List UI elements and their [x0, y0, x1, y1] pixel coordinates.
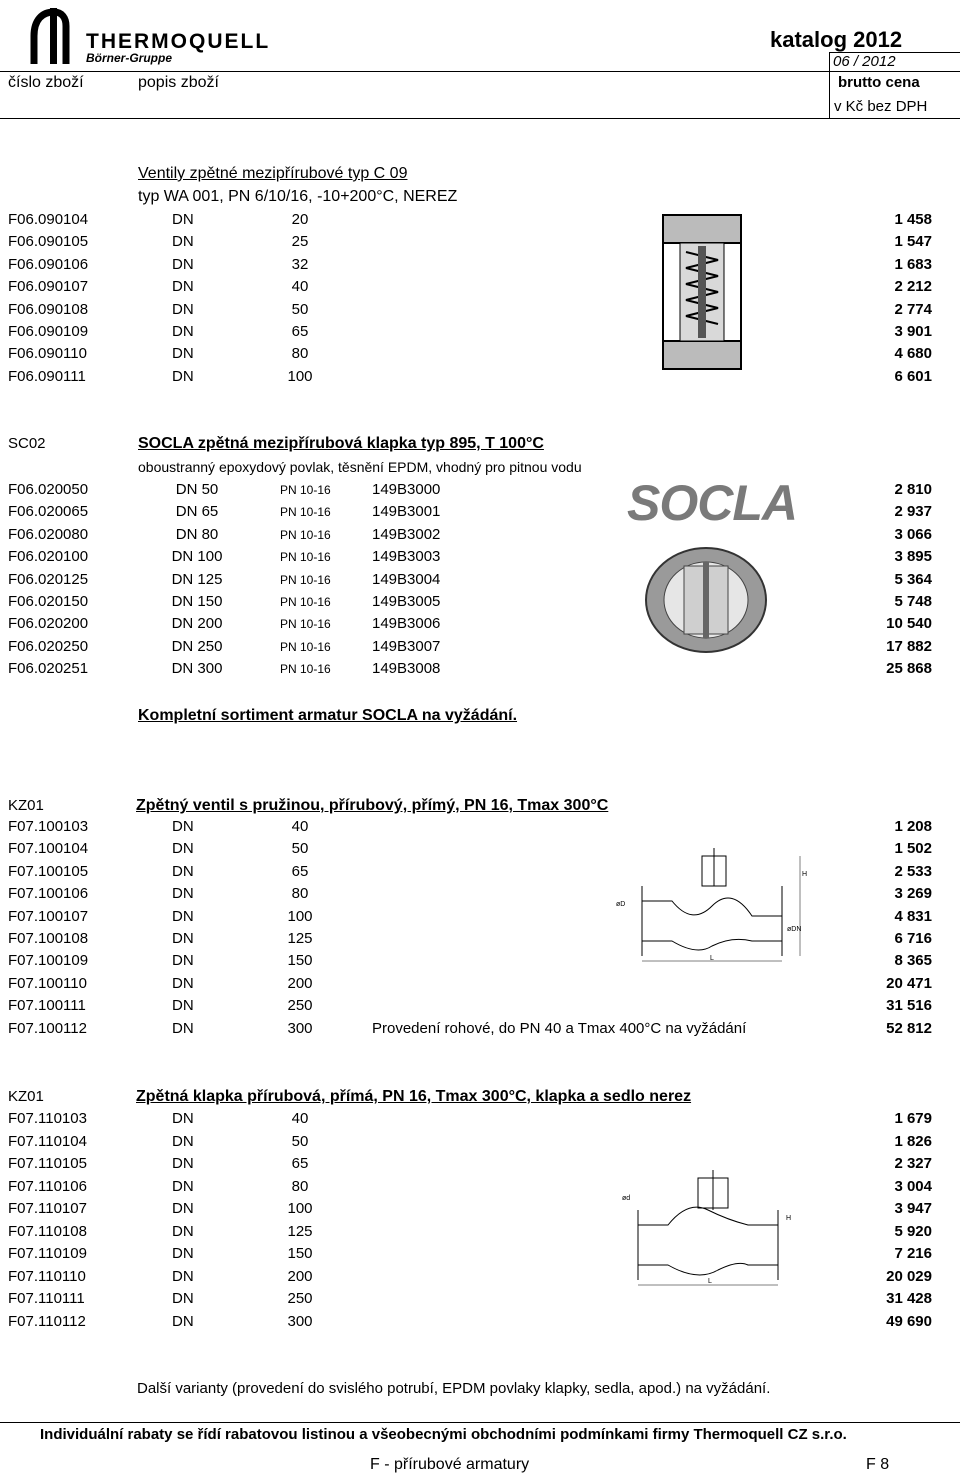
dn-size: 200	[287, 1267, 313, 1285]
spring-check-valve-drawing	[612, 846, 812, 966]
section-title: Zpětná klapka přírubová, přímá, PN 16, Tmax 300°C, klapka a sedlo nerez	[136, 1088, 692, 1105]
product-code: F06.090107	[8, 278, 89, 296]
wafer-check-valve-image	[660, 212, 744, 372]
column-header-price-1: brutto cena	[838, 74, 920, 91]
price: 20 471	[886, 974, 932, 992]
dn-size: 250	[287, 997, 313, 1015]
dn-size: 150	[287, 952, 313, 970]
section-title: Ventily zpětné mezipřírubové typ C 09	[138, 165, 408, 182]
dn-label: DN	[172, 1245, 194, 1262]
price: 1 547	[894, 233, 932, 251]
price: 25 868	[886, 660, 932, 678]
dim-phidn-label: øDN	[787, 926, 802, 933]
price: 7 216	[894, 1245, 932, 1262]
dn-label: DN	[172, 233, 194, 251]
section-code: KZ01	[8, 797, 44, 814]
section-note: Provedení rohové, do PN 40 a Tmax 400°C na vyžádání	[372, 1020, 747, 1037]
dn-size: 125	[287, 930, 313, 947]
dn-size: 150	[287, 1245, 313, 1262]
product-code: F07.110105	[8, 1155, 87, 1172]
socla-note: Kompletní sortiment armatur SOCLA na vyžádání.	[138, 707, 518, 724]
dn-label: DN	[172, 907, 194, 925]
dn-size: 40	[291, 278, 309, 296]
swing-check-valve-drawing	[618, 1170, 808, 1290]
price: 10 540	[886, 615, 932, 633]
pn-label: PN 10-16	[280, 527, 331, 542]
price: 31 516	[886, 997, 932, 1015]
price: 6 716	[894, 930, 932, 947]
reference-code: 149B3000	[372, 481, 441, 498]
dn-size: 65	[291, 862, 309, 880]
logo-subtitle: Börner-Gruppe	[86, 51, 173, 65]
dn-label: DN	[172, 1110, 194, 1127]
price: 20 029	[886, 1267, 932, 1285]
product-code: F06.020080	[8, 525, 89, 543]
dn-size: 25	[291, 233, 309, 251]
reference-code: 149B3008	[372, 660, 441, 678]
dn-label: DN	[172, 1019, 194, 1037]
price: 2 327	[894, 1155, 932, 1172]
product-code: F06.090105	[8, 233, 89, 251]
dn-size: 80	[291, 345, 309, 363]
dn-size: 65	[291, 323, 309, 340]
dn-size: 200	[287, 974, 313, 992]
pn-label: PN 10-16	[280, 617, 331, 632]
dn-size: 300	[287, 1019, 313, 1037]
reference-code: 149B3002	[372, 525, 441, 543]
price: 5 748	[894, 593, 932, 610]
dn-size: 65	[291, 1155, 309, 1172]
pn-label: PN 10-16	[280, 639, 331, 654]
dn-size: 100	[287, 367, 313, 385]
variants-note: Další varianty (provedení do svislého potrubí, EPDM povlaky klapky, sedla, apod.) na vyžádání.	[137, 1380, 771, 1397]
product-code: F06.020050	[8, 481, 89, 498]
reference-code: 149B3004	[372, 570, 441, 588]
dn-label: DN	[172, 367, 194, 385]
price: 52 812	[886, 1019, 932, 1037]
dn-label: DN	[172, 1155, 194, 1172]
catalog-title: katalog 2012	[770, 27, 903, 52]
price: 2 810	[894, 481, 932, 498]
dn-label: DN	[172, 930, 194, 947]
dn-label: DN 150	[171, 593, 223, 610]
product-code: F06.090109	[8, 323, 89, 340]
dn-label: DN	[172, 255, 194, 273]
dim-l-label: L	[710, 955, 714, 962]
price: 1 208	[894, 818, 932, 835]
product-code: F06.090104	[8, 211, 89, 228]
dn-size: 125	[287, 1222, 313, 1240]
product-code: F07.110103	[8, 1110, 87, 1127]
price: 5 920	[894, 1222, 932, 1240]
pn-label: PN 10-16	[280, 483, 331, 497]
price: 1 826	[894, 1132, 932, 1150]
price: 2 774	[894, 300, 932, 318]
dim-l-label: L	[708, 1278, 712, 1285]
price: 2 937	[894, 503, 932, 521]
pn-label: PN 10-16	[280, 550, 331, 565]
dn-label: DN 65	[175, 503, 219, 521]
dn-label: DN	[172, 1222, 194, 1240]
dn-size: 50	[291, 1132, 309, 1150]
dim-h-label: H	[802, 871, 808, 878]
page-number: F 8	[866, 1456, 890, 1473]
price: 3 901	[894, 323, 932, 340]
price: 1 683	[894, 255, 932, 273]
dn-label: DN 80	[175, 525, 219, 543]
section-subtitle: typ WA 001, PN 6/10/16, -10+200°C, NEREZ	[138, 188, 458, 205]
product-code: F06.090110	[8, 345, 87, 363]
dn-size: 32	[291, 255, 309, 273]
dn-label: DN	[172, 974, 194, 992]
dn-size: 50	[291, 300, 309, 318]
dn-label: DN 300	[171, 660, 223, 678]
pn-label: PN 10-16	[280, 505, 331, 520]
dn-label: DN	[172, 278, 194, 296]
price: 2 212	[894, 278, 932, 296]
product-code: F07.110104	[8, 1132, 87, 1150]
dn-size: 40	[291, 1110, 309, 1127]
dn-size: 250	[287, 1290, 313, 1307]
dn-label: DN	[172, 1312, 194, 1330]
pn-label: PN 10-16	[280, 572, 331, 587]
price: 1 502	[894, 840, 932, 858]
section-title: SOCLA zpětná mezipřírubová klapka typ 895, T 100°C	[138, 435, 544, 452]
product-code: F06.090106	[8, 255, 89, 273]
header-divider-2	[0, 118, 960, 119]
product-code: F07.100112	[8, 1019, 87, 1037]
price: 4 680	[894, 345, 932, 363]
footer-divider	[0, 1422, 960, 1423]
logo-name: THERMOQUELL	[86, 30, 271, 53]
price: 6 601	[894, 367, 932, 385]
product-code: F06.020150	[8, 593, 89, 610]
dn-label: DN	[172, 997, 194, 1015]
product-code: F07.110111	[8, 1290, 85, 1307]
price: 8 365	[894, 952, 932, 970]
reference-code: 149B3007	[372, 637, 441, 655]
price: 1 679	[894, 1110, 932, 1127]
product-code: F06.020250	[8, 637, 89, 655]
dn-label: DN	[172, 952, 194, 970]
price: 31 428	[886, 1290, 932, 1307]
product-code: F07.100104	[8, 840, 89, 858]
product-code: F06.090111	[8, 367, 86, 385]
dn-label: DN 200	[171, 615, 223, 633]
socla-brand-logo: SOCLA	[627, 475, 797, 531]
dn-size: 80	[291, 885, 309, 903]
price: 3 269	[894, 885, 932, 903]
section-subtitle: oboustranný epoxydový povlak, těsnění EPDM, vhodný pro pitnou vodu	[138, 459, 582, 475]
discount-note: Individuální rabaty se řídí rabatovou listinou a všeobecnými obchodními podmínkami firmy Thermoquell CZ s.r.o.	[40, 1426, 847, 1443]
pn-label: PN 10-16	[280, 595, 331, 609]
dn-label: DN 100	[171, 548, 223, 566]
product-code: F07.110106	[8, 1177, 87, 1195]
dn-label: DN	[172, 1290, 194, 1307]
section-title: Zpětný ventil s pružinou, přírubový, přímý, PN 16, Tmax 300°C	[136, 797, 609, 814]
reference-code: 149B3001	[372, 503, 441, 521]
reference-code: 149B3006	[372, 615, 441, 633]
dn-size: 50	[291, 840, 309, 858]
catalog-date: 06 / 2012	[833, 53, 896, 70]
price: 1 458	[894, 211, 932, 228]
dn-label: DN	[172, 323, 194, 340]
price: 3 004	[894, 1177, 932, 1195]
product-code: F06.020065	[8, 503, 89, 521]
dn-label: DN	[172, 1200, 194, 1217]
dn-label: DN	[172, 1177, 194, 1195]
dn-label: DN	[172, 1132, 194, 1150]
product-code: F06.090108	[8, 300, 89, 318]
product-code: F06.020200	[8, 615, 89, 633]
product-code: F07.110109	[8, 1245, 87, 1262]
product-code: F07.100107	[8, 907, 89, 925]
dn-label: DN 50	[175, 481, 219, 498]
price: 49 690	[886, 1312, 932, 1330]
product-code: F06.020100	[8, 548, 89, 566]
dim-phid-label: øD	[616, 901, 626, 908]
dn-label: DN	[172, 345, 194, 363]
product-code: F07.100103	[8, 818, 89, 835]
dn-label: DN	[172, 840, 194, 858]
column-header-price-2: v Kč bez DPH	[834, 98, 928, 115]
section-code: KZ01	[8, 1088, 44, 1105]
chapter-label: F - přírubové armatury	[370, 1456, 530, 1473]
product-code: F07.100108	[8, 930, 89, 947]
product-code: F07.100110	[8, 974, 87, 992]
product-code: F06.020251	[8, 660, 89, 678]
dn-label: DN	[172, 818, 194, 835]
dn-size: 100	[287, 907, 313, 925]
product-code: F07.110108	[8, 1222, 87, 1240]
price: 3 066	[894, 525, 932, 543]
product-code: F07.110107	[8, 1200, 87, 1217]
dim-phid-label: ød	[622, 1195, 631, 1202]
dim-h-label: H	[786, 1215, 792, 1222]
product-code: F07.110112	[8, 1312, 86, 1330]
header-vline	[829, 52, 830, 119]
dn-label: DN 125	[171, 570, 223, 588]
butterfly-check-valve-image	[644, 546, 768, 654]
dn-label: DN	[172, 862, 194, 880]
pn-label: PN 10-16	[280, 662, 331, 677]
product-code: F07.100106	[8, 885, 89, 903]
dn-size: 40	[291, 818, 309, 835]
price: 17 882	[886, 637, 932, 655]
dn-label: DN	[172, 1267, 194, 1285]
dn-size: 80	[291, 1177, 309, 1195]
reference-code: 149B3003	[372, 548, 441, 566]
dn-label: DN 250	[171, 637, 223, 655]
product-code: F07.100111	[8, 997, 86, 1015]
price: 4 831	[894, 907, 932, 925]
reference-code: 149B3005	[372, 593, 441, 610]
product-code: F06.020125	[8, 570, 89, 588]
column-header-description: popis zboží	[138, 74, 219, 91]
section-code: SC02	[8, 435, 46, 452]
dn-size: 100	[287, 1200, 313, 1217]
dn-size: 20	[291, 211, 309, 228]
price: 5 364	[894, 570, 932, 588]
dn-size: 300	[287, 1312, 313, 1330]
dn-label: DN	[172, 211, 194, 228]
product-code: F07.110110	[8, 1267, 86, 1285]
thermoquell-logo-icon	[28, 6, 88, 66]
column-header-code: číslo zboží	[8, 74, 84, 91]
price: 2 533	[894, 862, 932, 880]
product-code: F07.100105	[8, 862, 89, 880]
price: 3 895	[894, 548, 932, 566]
product-code: F07.100109	[8, 952, 89, 970]
price: 3 947	[894, 1200, 932, 1217]
dn-label: DN	[172, 300, 194, 318]
dn-label: DN	[172, 885, 194, 903]
